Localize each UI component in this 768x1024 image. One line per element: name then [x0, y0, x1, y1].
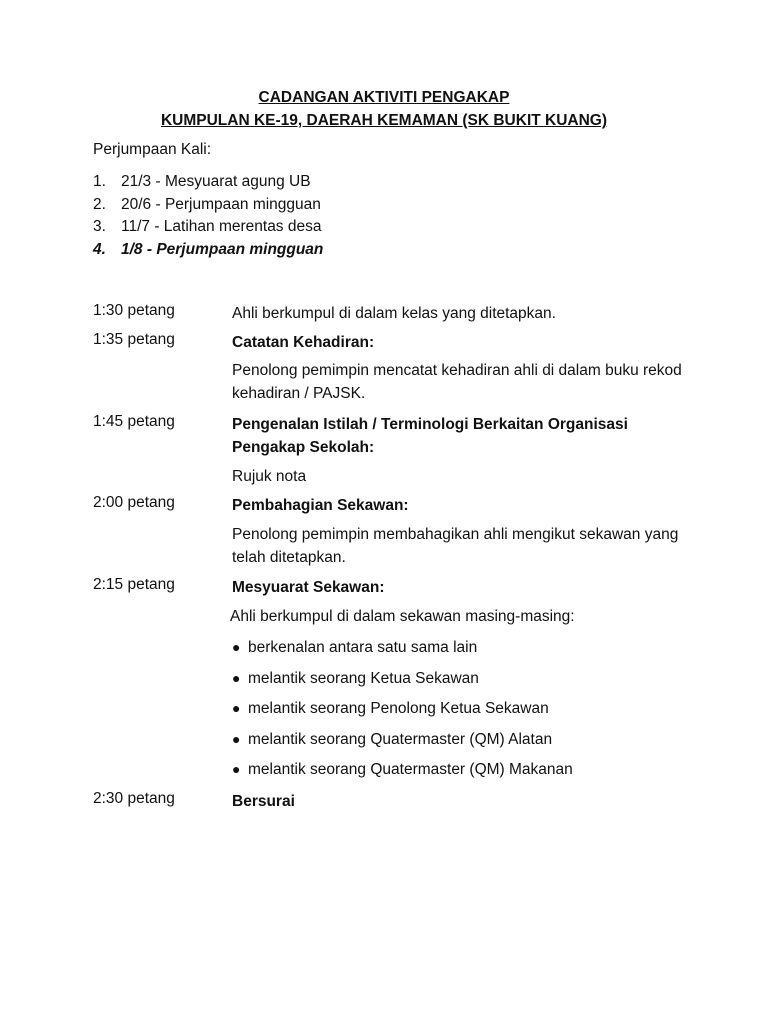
schedule-time: 2:30 petang [93, 790, 175, 807]
meeting-list-item [93, 194, 323, 217]
meeting-list-item [93, 171, 323, 194]
schedule-time: 1:30 petang [93, 302, 175, 319]
schedule-detail: Penolong pemimpin mencatat kehadiran ahli di dalam buku rekod kehadiran / PAJSK. [232, 362, 682, 402]
schedule-detail: Penolong pemimpin membahagikan ahli mengikut sekawan yang telah ditetapkan. [232, 526, 679, 566]
bullet-text: melantik seorang Penolong Ketua Sekawan [248, 700, 549, 717]
meeting-intro-label: Perjumpaan Kali: [93, 141, 212, 158]
meeting-number: 3. [93, 218, 106, 235]
meeting-number: 4. [93, 240, 106, 258]
bullet-item [232, 636, 573, 667]
bullet-icon: ● [232, 761, 241, 777]
schedule-heading: Pembahagian Sekawan: [232, 497, 409, 514]
meeting-text: 1/8 - Perjumpaan mingguan [121, 240, 324, 258]
meeting-text: 21/3 - Mesyuarat agung UB [121, 173, 311, 190]
bullet-icon: ● [232, 730, 241, 747]
meeting-text: 20/6 - Perjumpaan mingguan [121, 195, 321, 213]
schedule-heading: Mesyuarat Sekawan: [232, 579, 385, 596]
document-title: CADANGAN AKTIVITI PENGAKAP [258, 89, 510, 106]
bullet-icon: ● [232, 700, 241, 716]
bullet-item [232, 697, 573, 728]
bullet-text: melantik seorang Quatermaster (QM) Alatan [248, 730, 553, 748]
meeting-text: 11/7 - Latihan merentas desa [121, 218, 322, 235]
bullet-item [232, 728, 573, 759]
schedule-detail: Rujuk nota [232, 468, 307, 485]
meeting-list [93, 171, 323, 261]
schedule-time: 2:00 petang [93, 494, 175, 511]
bullet-item [232, 758, 573, 789]
bullet-text: melantik seorang Quatermaster (QM) Makanan [248, 761, 573, 778]
schedule-heading: Bersurai [232, 793, 295, 810]
bullet-icon: ● [232, 639, 241, 655]
schedule-heading: Pengenalan Istilah / Terminologi Berkaitan Organisasi Pengakap Sekolah: [232, 416, 628, 456]
bullet-icon: ● [232, 669, 241, 686]
meeting-list-item-current [93, 239, 323, 262]
bullet-list [232, 636, 573, 789]
schedule-detail: Ahli berkumpul di dalam sekawan masing-masing: [230, 608, 575, 625]
schedule-time: 2:15 petang [93, 576, 175, 593]
schedule-activity: Ahli berkumpul di dalam kelas yang ditetapkan. [232, 305, 556, 322]
bullet-text: berkenalan antara satu sama lain [248, 639, 478, 656]
schedule-time: 1:45 petang [93, 413, 175, 430]
meeting-number: 1. [93, 173, 106, 190]
meeting-number: 2. [93, 195, 106, 213]
schedule-time: 1:35 petang [93, 331, 175, 348]
bullet-item [232, 667, 573, 698]
bullet-text: melantik seorang Ketua Sekawan [248, 669, 479, 687]
meeting-list-item [93, 216, 323, 239]
document-subtitle: KUMPULAN KE-19, DAERAH KEMAMAN (SK BUKIT KUANG) [160, 112, 608, 129]
schedule-heading: Catatan Kehadiran: [232, 334, 375, 351]
